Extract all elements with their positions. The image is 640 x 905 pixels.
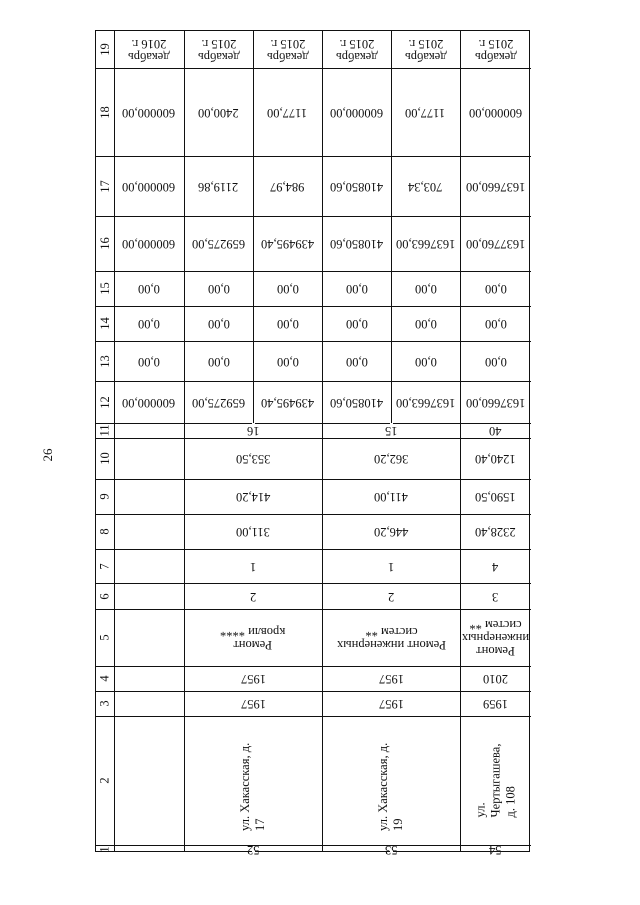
table-cell-col12-text: 1637660,00 — [465, 395, 526, 410]
table-cell-col12-text: 410850,60 — [329, 395, 384, 410]
address-cell — [460, 716, 531, 845]
table-cell-col15-text: 0,00 — [345, 282, 368, 296]
table-cell-col1 — [114, 845, 184, 853]
table-cell-col11 — [184, 423, 322, 438]
table-cell-col15 — [184, 271, 253, 306]
table — [95, 30, 530, 857]
table-cell-col11-text: 15 — [384, 424, 398, 438]
table-cell-col19-text: декабрь 2015 г. — [266, 36, 309, 64]
table-cell-col7 — [460, 549, 531, 583]
table-cell-col19-text: декабрь 2015 г. — [335, 36, 378, 64]
table-cell-col16-text: 410850,60 — [329, 237, 384, 251]
table-cell-col1-text: 53 — [384, 842, 398, 857]
table-cell-col16 — [253, 216, 322, 271]
column-number-text: 10 — [97, 452, 112, 465]
table-cell-col9-text: 414,20 — [235, 490, 271, 504]
table-cell-col17-text: 410850,60 — [329, 179, 384, 194]
column-number — [96, 691, 114, 716]
table-cell-col18 — [460, 68, 531, 156]
table-cell-col13-text: 0,00 — [276, 354, 299, 369]
table-cell-col14 — [184, 306, 253, 341]
table-cell-col8-text: 311,00 — [236, 525, 270, 539]
table-cell-col11-text: 16 — [246, 424, 260, 438]
table-cell-col3-text: 1959 — [483, 697, 508, 711]
column-number-text: 6 — [97, 592, 112, 600]
table-cell-col14 — [391, 306, 460, 341]
table-cell-col12-text: 600000,00 — [122, 395, 176, 410]
table-cell-col16 — [322, 216, 391, 271]
table-cell-col4-text: 1957 — [378, 672, 404, 686]
table-cell-col17 — [322, 156, 391, 216]
column-number — [96, 716, 114, 845]
table-cell-col17 — [460, 156, 531, 216]
table-cell-col13 — [391, 341, 460, 381]
table-cell-col14 — [114, 306, 184, 341]
table-cell-col3 — [322, 691, 460, 716]
table-cell-col7-text: 4 — [492, 559, 499, 574]
table-cell-col4 — [322, 666, 460, 691]
column-number — [96, 583, 114, 609]
column-number-text: 17 — [97, 179, 112, 193]
table-cell-col4 — [460, 666, 531, 691]
column-number — [96, 549, 114, 583]
table-cell-col7 — [322, 549, 460, 583]
table-cell-col4-text: 2010 — [483, 672, 508, 686]
table-cell-col9-text: 1590,50 — [475, 490, 516, 504]
table-cell-col11 — [322, 423, 460, 438]
table-cell-col17 — [184, 156, 253, 216]
table-cell-col8 — [460, 514, 531, 549]
table-cell-col18-text: 600000,00 — [122, 105, 176, 120]
table-cell-col1-text: 54 — [489, 842, 502, 857]
table-cell-col8 — [184, 514, 322, 549]
table-cell-col19 — [114, 31, 184, 68]
column-number-text: 3 — [97, 700, 112, 707]
table-cell-col14-text: 0,00 — [138, 317, 160, 331]
table-cell-col13 — [114, 341, 184, 381]
table-cell-col18 — [253, 68, 322, 156]
table-cell-col12-text: 659275,00 — [191, 395, 246, 410]
table-cell-col3 — [114, 691, 184, 716]
table-cell-col14-text: 0,00 — [484, 317, 507, 331]
table-cell-col3-text: 1957 — [240, 697, 266, 711]
table-cell-col1 — [184, 842, 322, 857]
table-cell-col13-text: 0,00 — [484, 354, 507, 369]
table-cell-col17-text: 703,34 — [408, 179, 443, 194]
table-cell-col19-text: декабрь 2015 г. — [197, 36, 240, 64]
table-cell-col18 — [322, 68, 391, 156]
table-cell-col19 — [460, 31, 531, 68]
column-number-text: 5 — [97, 634, 112, 641]
column-number-text: 14 — [97, 317, 112, 330]
table-cell-col18-text: 1177,00 — [267, 105, 308, 120]
table-cell-col16-text: 1637663,00 — [395, 237, 456, 251]
table-cell-col10-text: 353,50 — [235, 452, 271, 466]
table-cell-col16-text: 659275,00 — [191, 237, 246, 251]
table-cell-col7-text: 1 — [249, 559, 257, 574]
table-cell-col5 — [184, 609, 322, 666]
table-cell-col7-text: 1 — [387, 559, 395, 574]
table-cell-col17-text: 600000,00 — [122, 179, 176, 194]
table-cell-col12 — [460, 381, 531, 423]
table-cell-col12-text: 439495,40 — [260, 395, 315, 410]
table-cell-col19-text: декабрь 2016 г. — [128, 36, 170, 64]
table-cell-col5-text: Ремонт кровли **** — [220, 624, 286, 652]
table-cell-col15 — [253, 271, 322, 306]
table-cell-col15 — [114, 271, 184, 306]
column-number-text: 19 — [97, 43, 112, 56]
table-cell-col4 — [184, 666, 322, 691]
column-number — [96, 609, 114, 666]
table-cell-col19 — [391, 31, 460, 68]
table-cell-col13 — [253, 341, 322, 381]
table-cell-col12 — [114, 381, 184, 423]
table-cell-col9 — [114, 479, 184, 514]
table-cell-col6 — [460, 583, 531, 609]
table-cell-col13 — [460, 341, 531, 381]
column-number — [96, 666, 114, 691]
table-cell-col11 — [460, 423, 531, 438]
column-number — [96, 479, 114, 514]
table-cell-col6-text: 2 — [387, 589, 395, 604]
column-number-text: 15 — [97, 282, 112, 295]
table-cell-col16 — [460, 216, 531, 271]
table-cell-col9 — [460, 479, 531, 514]
column-number — [96, 438, 114, 479]
column-number-text: 2 — [97, 777, 112, 784]
table-cell-col19 — [184, 31, 253, 68]
table-cell-col6 — [114, 583, 184, 609]
table-cell-col19 — [322, 31, 391, 68]
table-cell-col14 — [322, 306, 391, 341]
table-cell-col6 — [184, 583, 322, 609]
table-cell-col18 — [184, 68, 253, 156]
table-cell-col10-text: 362,20 — [373, 452, 409, 466]
column-number — [96, 31, 114, 68]
table-cell-col9 — [184, 479, 322, 514]
page-number: 26 — [40, 448, 55, 462]
table-cell-col5-text: Ремонт инженерных систем ** — [336, 624, 446, 652]
table-cell-col8 — [114, 514, 184, 549]
table-cell-col10 — [460, 438, 531, 479]
column-number-text: 4 — [97, 675, 112, 682]
table-cell-col18-text: 1177,00 — [405, 105, 446, 120]
table-cell-col6-text: 3 — [492, 589, 499, 604]
address-cell — [114, 716, 184, 845]
table-cell-col17-text: 1637660,00 — [465, 179, 526, 194]
table-cell-col13 — [184, 341, 253, 381]
table-cell-col3 — [184, 691, 322, 716]
column-number-text: 12 — [97, 395, 112, 409]
table-cell-col13-text: 0,00 — [345, 354, 368, 369]
table-cell-col5 — [322, 609, 460, 666]
table-cell-col14 — [253, 306, 322, 341]
table-cell-col16-text: 439495,40 — [260, 237, 315, 251]
table-cell-col15 — [460, 271, 531, 306]
table-cell-col3 — [460, 691, 531, 716]
column-number-text: 7 — [97, 562, 112, 570]
column-number-text: 13 — [97, 354, 112, 368]
table-cell-col16 — [184, 216, 253, 271]
table-cell-col19-text: декабрь 2015 г. — [404, 36, 447, 64]
column-number-text: 18 — [97, 105, 112, 119]
table-cell-col1-text: 52 — [246, 842, 260, 857]
table-cell-col9 — [322, 479, 460, 514]
column-number — [96, 514, 114, 549]
column-number-text: 9 — [97, 493, 112, 500]
table-cell-col10 — [114, 438, 184, 479]
table-cell-col17 — [253, 156, 322, 216]
table-cell-col13-text: 0,00 — [138, 354, 160, 369]
table-cell-col19-text: декабрь 2015 г. — [474, 36, 517, 64]
column-number-text: 1 — [97, 845, 112, 853]
address-cell-text: ул. Чертыгашева, д. 108 — [473, 743, 517, 818]
table-cell-col7 — [184, 549, 322, 583]
table-cell-col18-text: 600000,00 — [329, 105, 384, 120]
table-cell-col13-text: 0,00 — [207, 354, 230, 369]
table-cell-col16 — [114, 216, 184, 271]
table-cell-col16-text: 600000,00 — [122, 237, 176, 251]
table-cell-col11-text: 40 — [489, 424, 502, 438]
table-cell-col18-text: 2400,00 — [198, 105, 239, 120]
table-cell-col3-text: 1957 — [378, 697, 404, 711]
table-cell-col15 — [391, 271, 460, 306]
table-cell-col14-text: 0,00 — [414, 317, 437, 331]
table-cell-col11 — [114, 423, 184, 438]
table-cell-col8-text: 446,20 — [373, 525, 409, 539]
table-cell-col14-text: 0,00 — [276, 317, 299, 331]
table-cell-col14-text: 0,00 — [345, 317, 368, 331]
address-cell-text: ул. Хакасская, д. 19 — [376, 742, 405, 831]
table-cell-col5 — [460, 609, 531, 666]
table-cell-col15-text: 0,00 — [138, 282, 160, 296]
table-cell-col15 — [322, 271, 391, 306]
table-cell-col7 — [114, 549, 184, 583]
table-cell-col17 — [114, 156, 184, 216]
column-number — [96, 156, 114, 216]
table-cell-col1 — [322, 842, 460, 857]
column-number — [96, 306, 114, 341]
column-number — [96, 845, 114, 853]
table-cell-col12 — [253, 381, 322, 423]
table-cell-col12 — [322, 381, 391, 423]
table-cell-col10 — [322, 438, 460, 479]
table-cell-col4 — [114, 666, 184, 691]
column-number-text: 8 — [97, 528, 112, 535]
table-cell-col6-text: 2 — [249, 589, 257, 604]
table-cell-col8-text: 2328,40 — [475, 525, 516, 539]
column-number — [96, 68, 114, 156]
address-cell — [184, 716, 322, 845]
table-cell-col9-text: 411,00 — [374, 490, 408, 504]
table-cell-col18-text: 600000,00 — [468, 105, 523, 120]
column-number — [96, 216, 114, 271]
column-number — [96, 341, 114, 381]
table-cell-col13-text: 0,00 — [414, 354, 437, 369]
column-number-text: 11 — [97, 424, 112, 437]
table-cell-col12 — [184, 381, 253, 423]
column-number — [96, 423, 114, 438]
table-cell-col19 — [253, 31, 322, 68]
table-cell-col5 — [114, 609, 184, 666]
table-cell-col12 — [391, 381, 460, 423]
table-cell-col10-text: 1240,40 — [475, 452, 516, 466]
table-cell-col1 — [460, 842, 531, 857]
table-cell-col17 — [391, 156, 460, 216]
address-cell — [322, 716, 460, 845]
table-cell-col16-text: 1637760,00 — [465, 237, 526, 251]
table-cell-col17-text: 2119,86 — [198, 179, 239, 194]
table-cell-col15-text: 0,00 — [484, 282, 507, 296]
table-cell-col15-text: 0,00 — [207, 282, 230, 296]
table-cell-col17-text: 984,97 — [270, 179, 305, 194]
table-cell-col14-text: 0,00 — [207, 317, 230, 331]
table-cell-col18 — [391, 68, 460, 156]
table-cell-col4-text: 1957 — [240, 672, 266, 686]
table-cell-col8 — [322, 514, 460, 549]
address-cell-text: ул. Хакасская, д. 17 — [238, 742, 267, 831]
table-cell-col10 — [184, 438, 322, 479]
column-number — [96, 271, 114, 306]
column-number-text: 16 — [97, 237, 112, 250]
table-cell-col6 — [322, 583, 460, 609]
table-cell-col15-text: 0,00 — [414, 282, 437, 296]
column-number — [96, 381, 114, 423]
table-cell-col14 — [460, 306, 531, 341]
table-cell-col18 — [114, 68, 184, 156]
table-cell-col13 — [322, 341, 391, 381]
table-cell-col12-text: 1637663,00 — [395, 395, 456, 410]
table-cell-col5-text: Ремонт инженерных систем ** — [461, 618, 530, 658]
table-cell-col16 — [391, 216, 460, 271]
table-cell-col15-text: 0,00 — [276, 282, 299, 296]
